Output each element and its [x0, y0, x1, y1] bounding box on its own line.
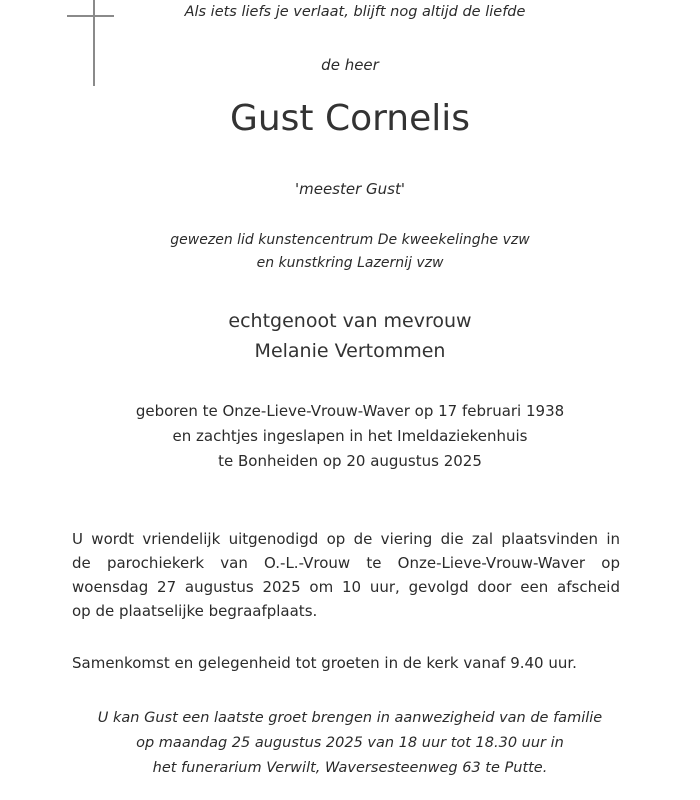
spouse-intro: echtgenoot van mevrouw — [228, 310, 472, 332]
birth-line-2: en zachtjes ingeslapen in het Imeldaziekenhuis — [172, 427, 528, 445]
visitation-line-3: het funerarium Verwilt, Waversesteenweg 63 te Putte. — [152, 760, 548, 776]
invitation-line: de parochiekerk van O.-L.-Vrouw te Onze-Lieve-Vrouw-Waver op — [72, 554, 620, 572]
invitation-line: U wordt vriendelijk uitgenodigd op de viering die zal plaatsvinden in — [72, 530, 620, 548]
salutation-text: de heer — [321, 56, 379, 74]
membership-line-2: en kunstkring Lazernij vzw — [256, 255, 444, 271]
visitation-line-2: op maandag 25 augustus 2025 van 18 uur tot 18.30 uur in — [136, 735, 564, 751]
motto-text: Als iets liefs je verlaat, blijft nog altijd de liefde — [184, 4, 526, 20]
invitation-line: op de plaatselijke begraafplaats. — [72, 602, 318, 620]
visitation-line-1: U kan Gust een laatste groet brengen in aanwezigheid van de familie — [97, 710, 603, 726]
spouse-name: Melanie Vertommen — [254, 340, 446, 362]
invitation-paragraph — [72, 527, 620, 623]
birth-line-3: te Bonheiden op 20 augustus 2025 — [218, 452, 482, 470]
membership-line-1: gewezen lid kunstencentrum De kweekelinghe vzw — [170, 232, 530, 248]
deceased-name: Gust Cornelis — [229, 98, 471, 139]
gathering-line: Samenkomst en gelegenheid tot groeten in de kerk vanaf 9.40 uur. — [72, 654, 577, 672]
gathering-paragraph — [72, 651, 620, 675]
birth-line-1: geboren te Onze-Lieve-Vrouw-Waver op 17 februari 1938 — [135, 402, 565, 420]
invitation-line: woensdag 27 augustus 2025 om 10 uur, gevolgd door een afscheid — [72, 578, 620, 596]
nickname-text: 'meester Gust' — [294, 180, 405, 198]
